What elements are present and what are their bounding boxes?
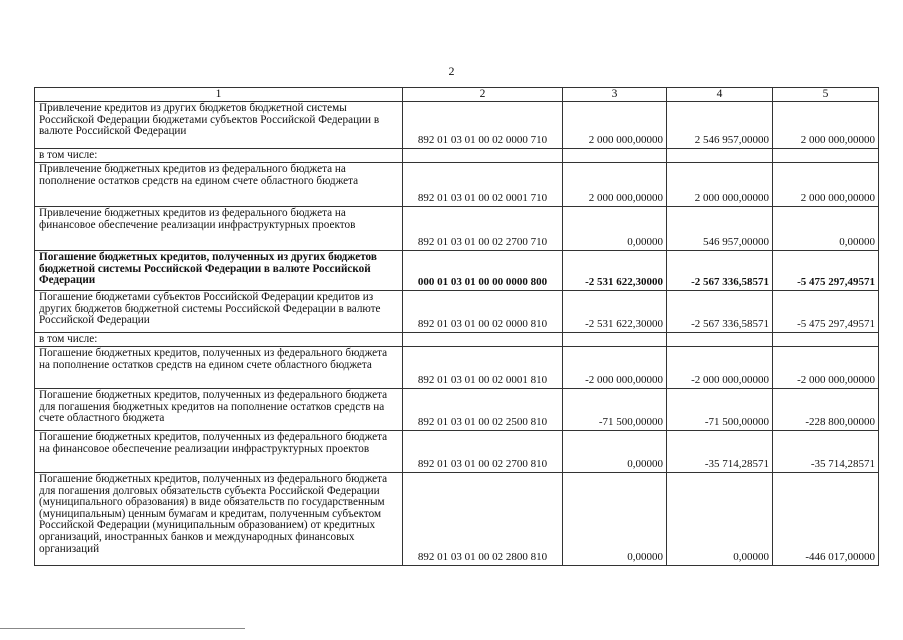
row-description: Погашение бюджетных кредитов, полученных из федерального бюджета для погашения бюджетных кредитов на пополнение остатков средств на счете областного бюджета — [35, 389, 403, 431]
row-value-col-4: -2 567 336,58571 — [667, 291, 773, 333]
row-budget-code: 892 01 03 01 00 02 0001 710 — [403, 163, 563, 207]
row-value-col-5: -228 800,00000 — [773, 389, 879, 431]
row-description: Погашение бюджетных кредитов, полученных из федерального бюджета на пополнение остатков средств на едином счете областного бюджета — [35, 347, 403, 389]
header-col-3: 3 — [563, 88, 667, 102]
row-value-col-4: 546 957,00000 — [667, 207, 773, 251]
row-description: Погашение бюджетных кредитов, полученных из федерального бюджета на финансовое обеспечение реализации инфраструктурных проектов — [35, 431, 403, 473]
table-row — [35, 149, 879, 163]
row-value-col-5: 0,00000 — [773, 207, 879, 251]
row-value-col-4: -35 714,28571 — [667, 431, 773, 473]
row-budget-code: 892 01 03 01 00 02 0000 810 — [403, 291, 563, 333]
row-budget-code: 000 01 03 01 00 00 0000 800 — [403, 251, 563, 291]
header-col-2: 2 — [403, 88, 563, 102]
row-value-col-3: 2 000 000,00000 — [563, 163, 667, 207]
row-value-col-5: -35 714,28571 — [773, 431, 879, 473]
row-value-col-3 — [563, 149, 667, 163]
row-value-col-4: -2 567 336,58571 — [667, 251, 773, 291]
table-header-row — [35, 88, 879, 102]
row-description: в том числе: — [35, 149, 403, 163]
row-budget-code: 892 01 03 01 00 02 2700 710 — [403, 207, 563, 251]
table-row — [35, 207, 879, 251]
row-description: Погашение бюджетами субъектов Российской Федерации кредитов из других бюджетов бюджетной системы Российской Федерации в валюте Российской Федерации — [35, 291, 403, 333]
row-value-col-3: 0,00000 — [563, 431, 667, 473]
row-value-col-4: 2 000 000,00000 — [667, 163, 773, 207]
header-col-5: 5 — [773, 88, 879, 102]
table-row — [35, 431, 879, 473]
row-description: Привлечение бюджетных кредитов из федерального бюджета на финансовое обеспечение реализации инфраструктурных проектов — [35, 207, 403, 251]
row-value-col-4: -71 500,00000 — [667, 389, 773, 431]
row-value-col-5: -5 475 297,49571 — [773, 251, 879, 291]
row-budget-code: 892 01 03 01 00 02 0000 710 — [403, 102, 563, 149]
row-value-col-5 — [773, 333, 879, 347]
header-col-4: 4 — [667, 88, 773, 102]
row-value-col-4: -2 000 000,00000 — [667, 347, 773, 389]
budget-sources-table — [34, 87, 879, 566]
row-value-col-5: 2 000 000,00000 — [773, 102, 879, 149]
table-row — [35, 163, 879, 207]
row-value-col-5: -446 017,00000 — [773, 473, 879, 566]
row-budget-code: 892 01 03 01 00 02 2500 810 — [403, 389, 563, 431]
table-row — [35, 251, 879, 291]
row-value-col-4 — [667, 149, 773, 163]
row-value-col-3: 0,00000 — [563, 473, 667, 566]
page-number: 2 — [448, 64, 455, 78]
row-value-col-5: -5 475 297,49571 — [773, 291, 879, 333]
row-budget-code: 892 01 03 01 00 02 0001 810 — [403, 347, 563, 389]
header-col-1: 1 — [35, 88, 403, 102]
footer-divider — [0, 628, 245, 629]
row-value-col-4: 0,00000 — [667, 473, 773, 566]
row-value-col-5: 2 000 000,00000 — [773, 163, 879, 207]
row-value-col-3: 0,00000 — [563, 207, 667, 251]
row-value-col-3: -71 500,00000 — [563, 389, 667, 431]
row-value-col-4: 2 546 957,00000 — [667, 102, 773, 149]
table-row — [35, 291, 879, 333]
row-description: Погашение бюджетных кредитов, полученных из федерального бюджета для погашения долговых обязательств субъекта Российской Федерации (муниципального образования) в виде обязательств по государственным (муниципальным) ценным бумагам и кредитам, полученным субъектом Российской Федерации (муниципальным образованием) от кредитных организаций, иностранных банков и международных финансовых организаций — [35, 473, 403, 566]
table-row — [35, 333, 879, 347]
row-description: Привлечение бюджетных кредитов из федерального бюджета на пополнение остатков средств на едином счете областного бюджета — [35, 163, 403, 207]
row-budget-code: 892 01 03 01 00 02 2800 810 — [403, 473, 563, 566]
row-value-col-3: -2 531 622,30000 — [563, 291, 667, 333]
row-value-col-3: -2 000 000,00000 — [563, 347, 667, 389]
row-description: Привлечение кредитов из других бюджетов бюджетной системы Российской Федерации бюджетами субъектов Российской Федерации в валюте Российской Федерации — [35, 102, 403, 149]
row-value-col-3: -2 531 622,30000 — [563, 251, 667, 291]
table-row — [35, 347, 879, 389]
table-row — [35, 389, 879, 431]
row-value-col-5: -2 000 000,00000 — [773, 347, 879, 389]
row-budget-code: 892 01 03 01 00 02 2700 810 — [403, 431, 563, 473]
row-budget-code — [403, 333, 563, 347]
row-value-col-3 — [563, 333, 667, 347]
row-value-col-5 — [773, 149, 879, 163]
table-row — [35, 473, 879, 566]
table-row — [35, 102, 879, 149]
row-budget-code — [403, 149, 563, 163]
row-description: в том числе: — [35, 333, 403, 347]
row-description: Погашение бюджетных кредитов, полученных из других бюджетов бюджетной системы Российской Федерации в валюте Российской Федерации — [35, 251, 403, 291]
row-value-col-4 — [667, 333, 773, 347]
row-value-col-3: 2 000 000,00000 — [563, 102, 667, 149]
